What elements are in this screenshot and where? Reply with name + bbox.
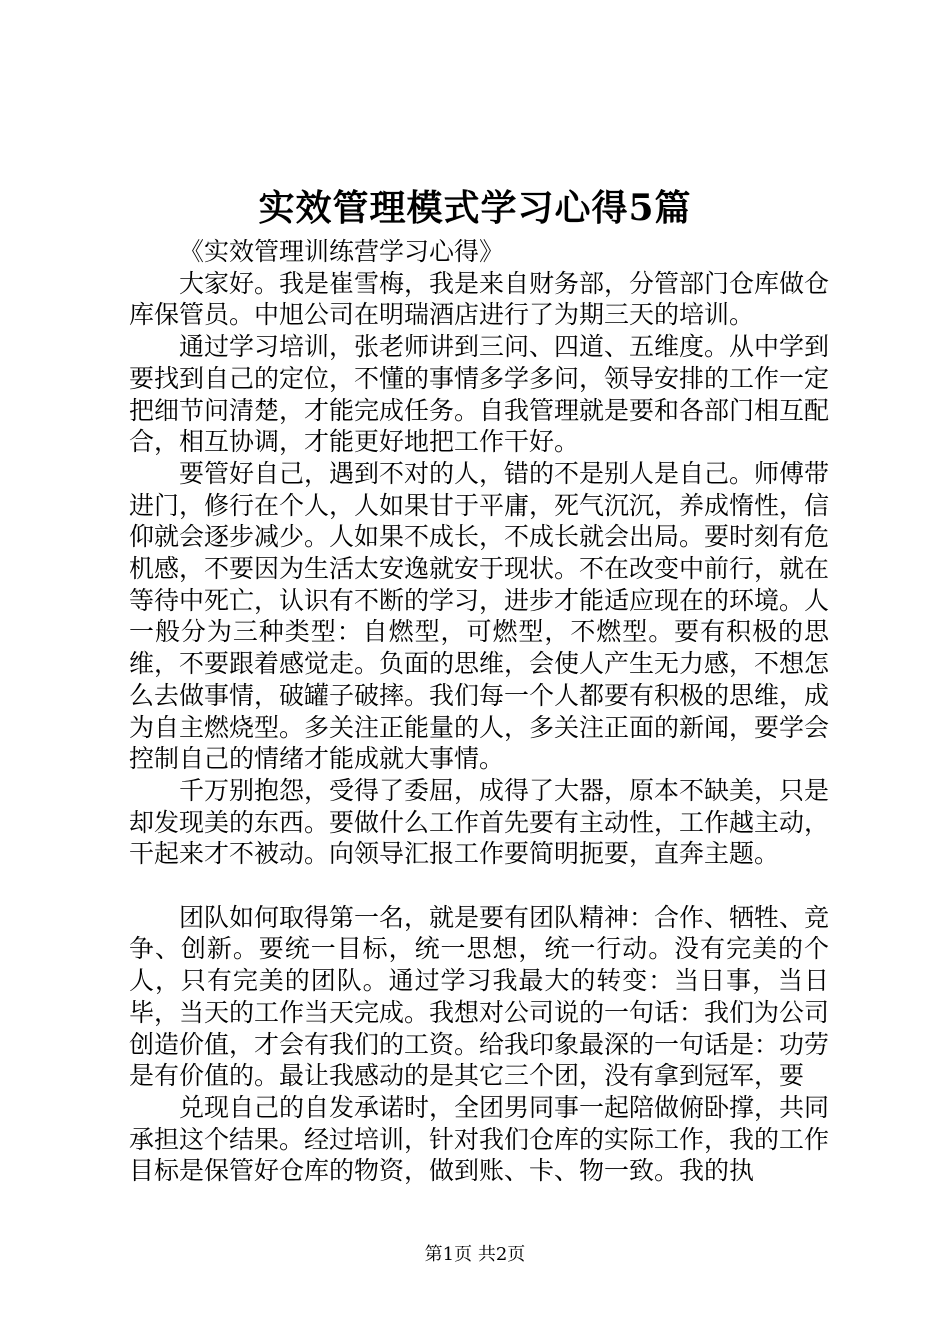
paragraph-subtitle: 《实效管理训练营学习心得》 xyxy=(179,237,505,266)
page-number-footer: 第1页 共2页 xyxy=(424,1244,526,1265)
paragraph: 团队如何取得第一名，就是要有团队精神：合作、牺牲、竞争、创新。要统一目标，统一思想，统一行动。没有完美的个人，只有完美的团队。通过学习我最大的转变：当日事，当日毕，当天的工作当天完成。我想对公司说的一句话：我们为公司创造价值，才会有我们的工资。给我印象最深的一句话是：功劳是有价值的。最让我感动的是其它三个团，没有拿到冠军，要 xyxy=(129,902,830,1091)
paragraph: 通过学习培训，张老师讲到三问、四道、五维度。从中学到要找到自己的定位，不懂的事情多学多问，领导安排的工作一定把细节问清楚，才能完成任务。自我管理就是要和各部门相互配合，相互协调，才能更好地把工作干好。 xyxy=(129,332,830,457)
paragraph: 千万别抱怨，受得了委屈，成得了大器，原本不缺美，只是却发现美的东西。要做什么工作首先要有主动性，工作越主动，干起来才不被动。向领导汇报工作要简明扼要，直奔主题。 xyxy=(129,775,830,869)
document-body xyxy=(129,236,829,1187)
paragraph: 要管好自己，遇到不对的人，错的不是别人是自己。师傅带进门，修行在个人，人如果甘于平庸，死气沉沉，养成惰性，信仰就会逐步减少。人如果不成长，不成长就会出局。要时刻有危机感，不要因为生活太安逸就安于现状。不在改变中前行，就在等待中死亡，认识有不断的学习，进步才能适应现在的环境。人一般分为三种类型：自燃型，可燃型，不燃型。要有积极的思维，不要跟着感觉走。负面的思维，会使人产生无力感，不想怎么去做事情，破罐子破摔。我们每一个人都要有积极的思维，成为自主燃烧型。多关注正能量的人，多关注正面的新闻，要学会控制自己的情绪才能成就大事情。 xyxy=(129,458,830,774)
document-title: 实效管理模式学习心得5篇 xyxy=(258,187,692,229)
paragraph: 兑现自己的自发承诺时，全团男同事一起陪做俯卧撑，共同承担这个结果。经过培训，针对我们仓库的实际工作，我的工作目标是保管好仓库的物资，做到账、卡、物一致。我的执 xyxy=(129,1092,830,1186)
paragraph: 大家好。我是崔雪梅，我是来自财务部，分管部门仓库做仓库保管员。中旭公司在明瑞酒店进行了为期三天的培训。 xyxy=(129,268,830,330)
